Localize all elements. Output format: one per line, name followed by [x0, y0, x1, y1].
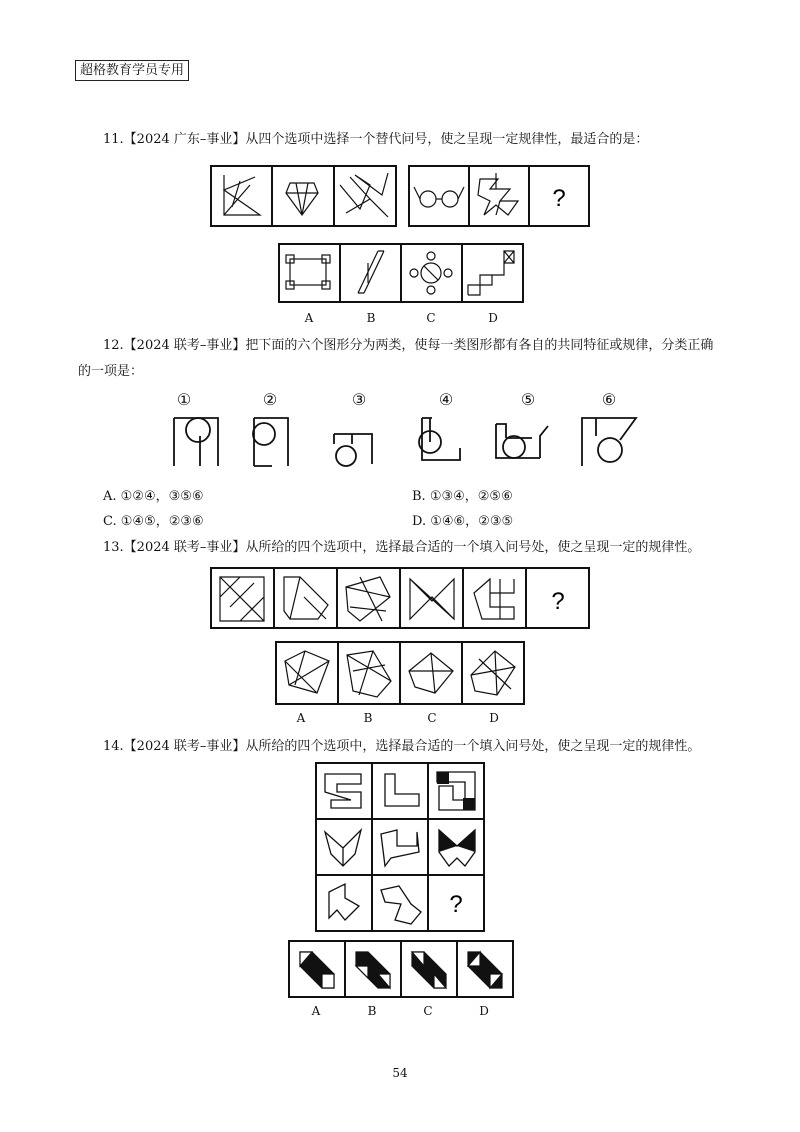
q11-option-b-label: B — [366, 311, 376, 325]
q14-option-b-label: B — [367, 1004, 377, 1018]
q11-question-mark: ? — [552, 185, 566, 212]
q11-stem: 11.【2024 广东–事业】从四个选项中选择一个替代问号，使之呈现一定规律性，最适合的是： — [103, 132, 649, 147]
q13-option-figures — [275, 641, 525, 705]
q14-option-a-label: A — [311, 1004, 321, 1018]
q13-option-d-label: D — [489, 711, 499, 725]
q11-option-figures — [278, 243, 524, 303]
q12-number-1: ① — [176, 390, 192, 409]
q14-option-figures — [288, 940, 514, 998]
q14-option-c-label: C — [423, 1004, 433, 1018]
q11-option-a-label: A — [304, 311, 314, 325]
q12-stem-line1: 12.【2024 联考–事业】把下面的六个图形分为两类，使每一类图形都有各自的共同特征或规律，分类正确 — [103, 338, 714, 353]
q12-choice-a: A. ①②④，③⑤⑥ — [103, 489, 204, 504]
q13-question-mark: ? — [551, 588, 565, 615]
q12-figures — [160, 410, 640, 472]
q13-stem: 13.【2024 联考–事业】从所给的四个选项中，选择最合适的一个填入问号处，使之呈现一定的规律性。 — [103, 540, 701, 555]
q14-grid-figures — [315, 762, 485, 932]
q14-question-mark: ? — [449, 891, 463, 918]
q13-option-a-label: A — [296, 711, 306, 725]
page-number: 54 — [392, 1066, 408, 1080]
q11-option-d-label: D — [488, 311, 498, 325]
q11-option-c-label: C — [426, 311, 436, 325]
q12-choice-c: C. ①④⑤，②③⑥ — [103, 514, 204, 529]
q12-number-3: ③ — [351, 390, 367, 409]
q13-sequence-figures — [210, 567, 590, 629]
q12-choice-b: B. ①③④，②⑤⑥ — [412, 489, 513, 504]
q12-number-6: ⑥ — [601, 390, 617, 409]
q13-option-b-label: B — [363, 711, 373, 725]
header-tag: 超格教育学员专用 — [75, 60, 189, 81]
q12-choice-d: D. ①④⑥，②③⑤ — [412, 514, 514, 529]
q12-number-4: ④ — [438, 390, 454, 409]
q13-option-c-label: C — [427, 711, 437, 725]
q11-sequence-figures — [210, 165, 590, 227]
q12-stem-line2: 的一项是： — [78, 364, 144, 379]
q14-option-d-label: D — [479, 1004, 489, 1018]
q12-number-5: ⑤ — [520, 390, 536, 409]
q12-number-2: ② — [262, 390, 278, 409]
q14-stem: 14.【2024 联考–事业】从所给的四个选项中，选择最合适的一个填入问号处，使之呈现一定的规律性。 — [103, 739, 701, 754]
